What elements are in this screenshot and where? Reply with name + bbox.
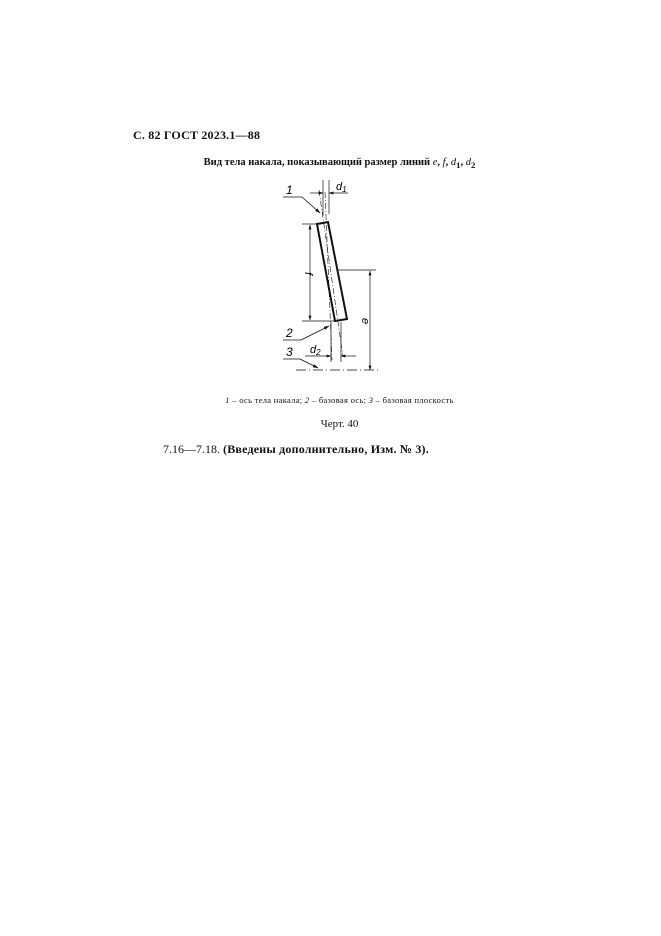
var-d1: d bbox=[450, 157, 457, 168]
leader-2-label: 2 bbox=[286, 326, 293, 340]
body-paragraph bbox=[163, 442, 429, 457]
f-label: f bbox=[302, 272, 314, 276]
d1-label-sub: 1 bbox=[342, 185, 347, 194]
page-header: С. 82 ГОСТ 2023.1—88 bbox=[133, 128, 261, 142]
caption-text-3: – базовая плоскость bbox=[373, 395, 454, 405]
caption-text-2: – базовая ось; bbox=[309, 395, 369, 405]
var-d2: d bbox=[465, 157, 471, 168]
d2-label-base: d bbox=[310, 344, 317, 356]
caption-num-3: 3 bbox=[368, 395, 374, 405]
var-e: e bbox=[432, 157, 438, 168]
d2-label bbox=[310, 344, 321, 357]
caption-num-1: 1 bbox=[225, 395, 230, 405]
sep: , bbox=[460, 157, 466, 168]
figure-title-text: Вид тела накала, показывающий размер линий bbox=[203, 157, 433, 168]
section-ref: 7.16—7.18. bbox=[163, 442, 223, 456]
caption-text-1: – ось тела накала; bbox=[229, 395, 305, 405]
leader-1-label: 1 bbox=[286, 183, 293, 197]
var-d2-sub: 2 bbox=[470, 160, 476, 171]
d1-label-base: d bbox=[336, 181, 343, 193]
filament-body bbox=[317, 222, 347, 321]
sep: , bbox=[445, 157, 451, 168]
var-d1-sub: 1 bbox=[456, 160, 461, 171]
leader-1-line bbox=[302, 197, 320, 213]
e-label: e bbox=[359, 318, 371, 325]
leader-2-line bbox=[301, 326, 329, 340]
figure-caption bbox=[0, 395, 661, 405]
caption-num-2: 2 bbox=[304, 395, 310, 405]
leader-3-label: 3 bbox=[286, 345, 293, 359]
amendment-note: (Введены дополнительно, Изм. № 3). bbox=[223, 442, 429, 456]
sep: , bbox=[437, 157, 443, 168]
d2-label-sub: 2 bbox=[316, 348, 321, 357]
d1-label bbox=[336, 181, 347, 194]
figure-number: Черт. 40 bbox=[320, 418, 359, 430]
var-f: f bbox=[442, 157, 446, 168]
leader-3-line bbox=[300, 359, 318, 368]
